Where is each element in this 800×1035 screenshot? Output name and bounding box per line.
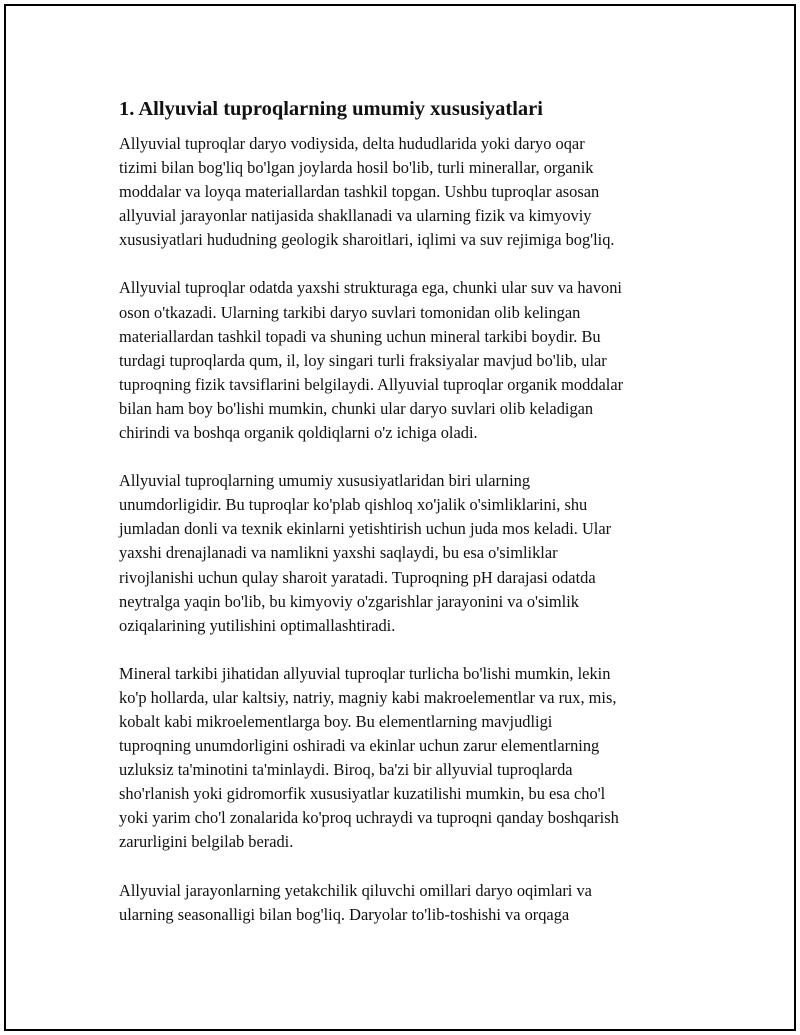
paragraph xyxy=(119,276,694,445)
text-line: kobalt kabi mikroelementlarga boy. Bu elementlarning mavjudligi xyxy=(119,711,553,731)
paragraph xyxy=(119,469,694,638)
text-line: Allyuvial tuproqlar odatda yaxshi strukturaga ega, chunki ular suv va havoni xyxy=(119,278,622,298)
section-title: 1. Allyuvial tuproqlarning umumiy xususiyatlari xyxy=(119,98,543,120)
paragraph xyxy=(119,132,694,252)
text-line: neytralga yaqin bo'lib, bu kimyoviy o'zgarishlar jarayonini va o'simlik xyxy=(119,591,579,611)
text-line: rivojlanishi uchun qulay sharoit yaratadi. Tuproqning pH darajasi odatda xyxy=(119,567,596,587)
text-line: sho'rlanish yoki gidromorfik xususiyatlar kuzatilishi mumkin, bu esa cho'l xyxy=(119,784,606,804)
text-line: jumladan donli va texnik ekinlarni yetishtirish uchun juda mos keladi. Ular xyxy=(119,519,612,539)
text-line: allyuvial jarayonlar natijasida shakllanadi va ularning fizik va kimyoviy xyxy=(119,206,592,226)
text-line: zarurligini belgilab beradi. xyxy=(119,832,294,852)
document-body xyxy=(119,94,694,951)
text-line: turdagi tuproqlarda qum, il, loy singari turli fraksiyalar mavjud bo'lib, ular xyxy=(119,350,607,370)
text-line: yoki yarim cho'l zonalarida ko'proq uchraydi va tuproqni qanday boshqarish xyxy=(119,808,619,828)
text-line: yaxshi drenajlanadi va namlikni yaxshi saqlaydi, bu esa o'simliklar xyxy=(119,543,558,563)
text-line: tuproqning fizik tavsiflarini belgilaydi. Allyuvial tuproqlar organik moddalar xyxy=(119,374,624,394)
text-line: moddalar va loyqa materiallardan tashkil topgan. Ushbu tuproqlar asosan xyxy=(119,182,600,202)
text-line: oson o'tkazadi. Ularning tarkibi daryo suvlari tomonidan olib kelingan xyxy=(119,302,581,322)
text-line: tizimi bilan bog'liq bo'lgan joylarda hosil bo'lib, turli minerallar, organik xyxy=(119,158,594,178)
text-line: Allyuvial jarayonlarning yetakchilik qiluvchi omillari daryo oqimlari va xyxy=(119,880,592,900)
text-line: oziqalarining yutilishini optimallashtiradi. xyxy=(119,615,396,635)
text-line: ko'p hollarda, ular kaltsiy, natriy, magniy kabi makroelementlar va rux, mis, xyxy=(119,687,617,707)
page-border xyxy=(4,4,796,1031)
text-line: chirindi va boshqa organik qoldiqlarni o'z ichiga oladi. xyxy=(119,423,478,443)
paragraph-list xyxy=(119,132,694,927)
text-line: bilan ham boy bo'lishi mumkin, chunki ular daryo suvlari olib keladigan xyxy=(119,398,594,418)
text-line: unumdorligidir. Bu tuproqlar ko'plab qishloq xo'jalik o'simliklarini, shu xyxy=(119,495,588,515)
paragraph xyxy=(119,879,694,927)
text-line: Mineral tarkibi jihatidan allyuvial tuproqlar turlicha bo'lishi mumkin, lekin xyxy=(119,663,611,683)
text-line: uzluksiz ta'minotini ta'minlaydi. Biroq, ba'zi bir allyuvial tuproqlarda xyxy=(119,760,573,780)
text-line: Allyuvial tuproqlar daryo vodiysida, delta hududlarida yoki daryo oqar xyxy=(119,134,585,153)
paragraph xyxy=(119,662,694,855)
text-line: materiallardan tashkil topadi va shuning uchun mineral tarkibi boydir. Bu xyxy=(119,326,601,346)
text-line: tuproqning unumdorligini oshiradi va ekinlar uchun zarur elementlarning xyxy=(119,736,600,756)
text-line: Allyuvial tuproqlarning umumiy xususiyatlaridan biri ularning xyxy=(119,471,531,491)
text-line: xususiyatlari hududning geologik sharoitlari, iqlimi va suv rejimiga bog'liq. xyxy=(119,230,615,250)
text-line: ularning seasonalligi bilan bog'liq. Daryolar to'lib-toshishi va orqaga xyxy=(119,904,570,924)
